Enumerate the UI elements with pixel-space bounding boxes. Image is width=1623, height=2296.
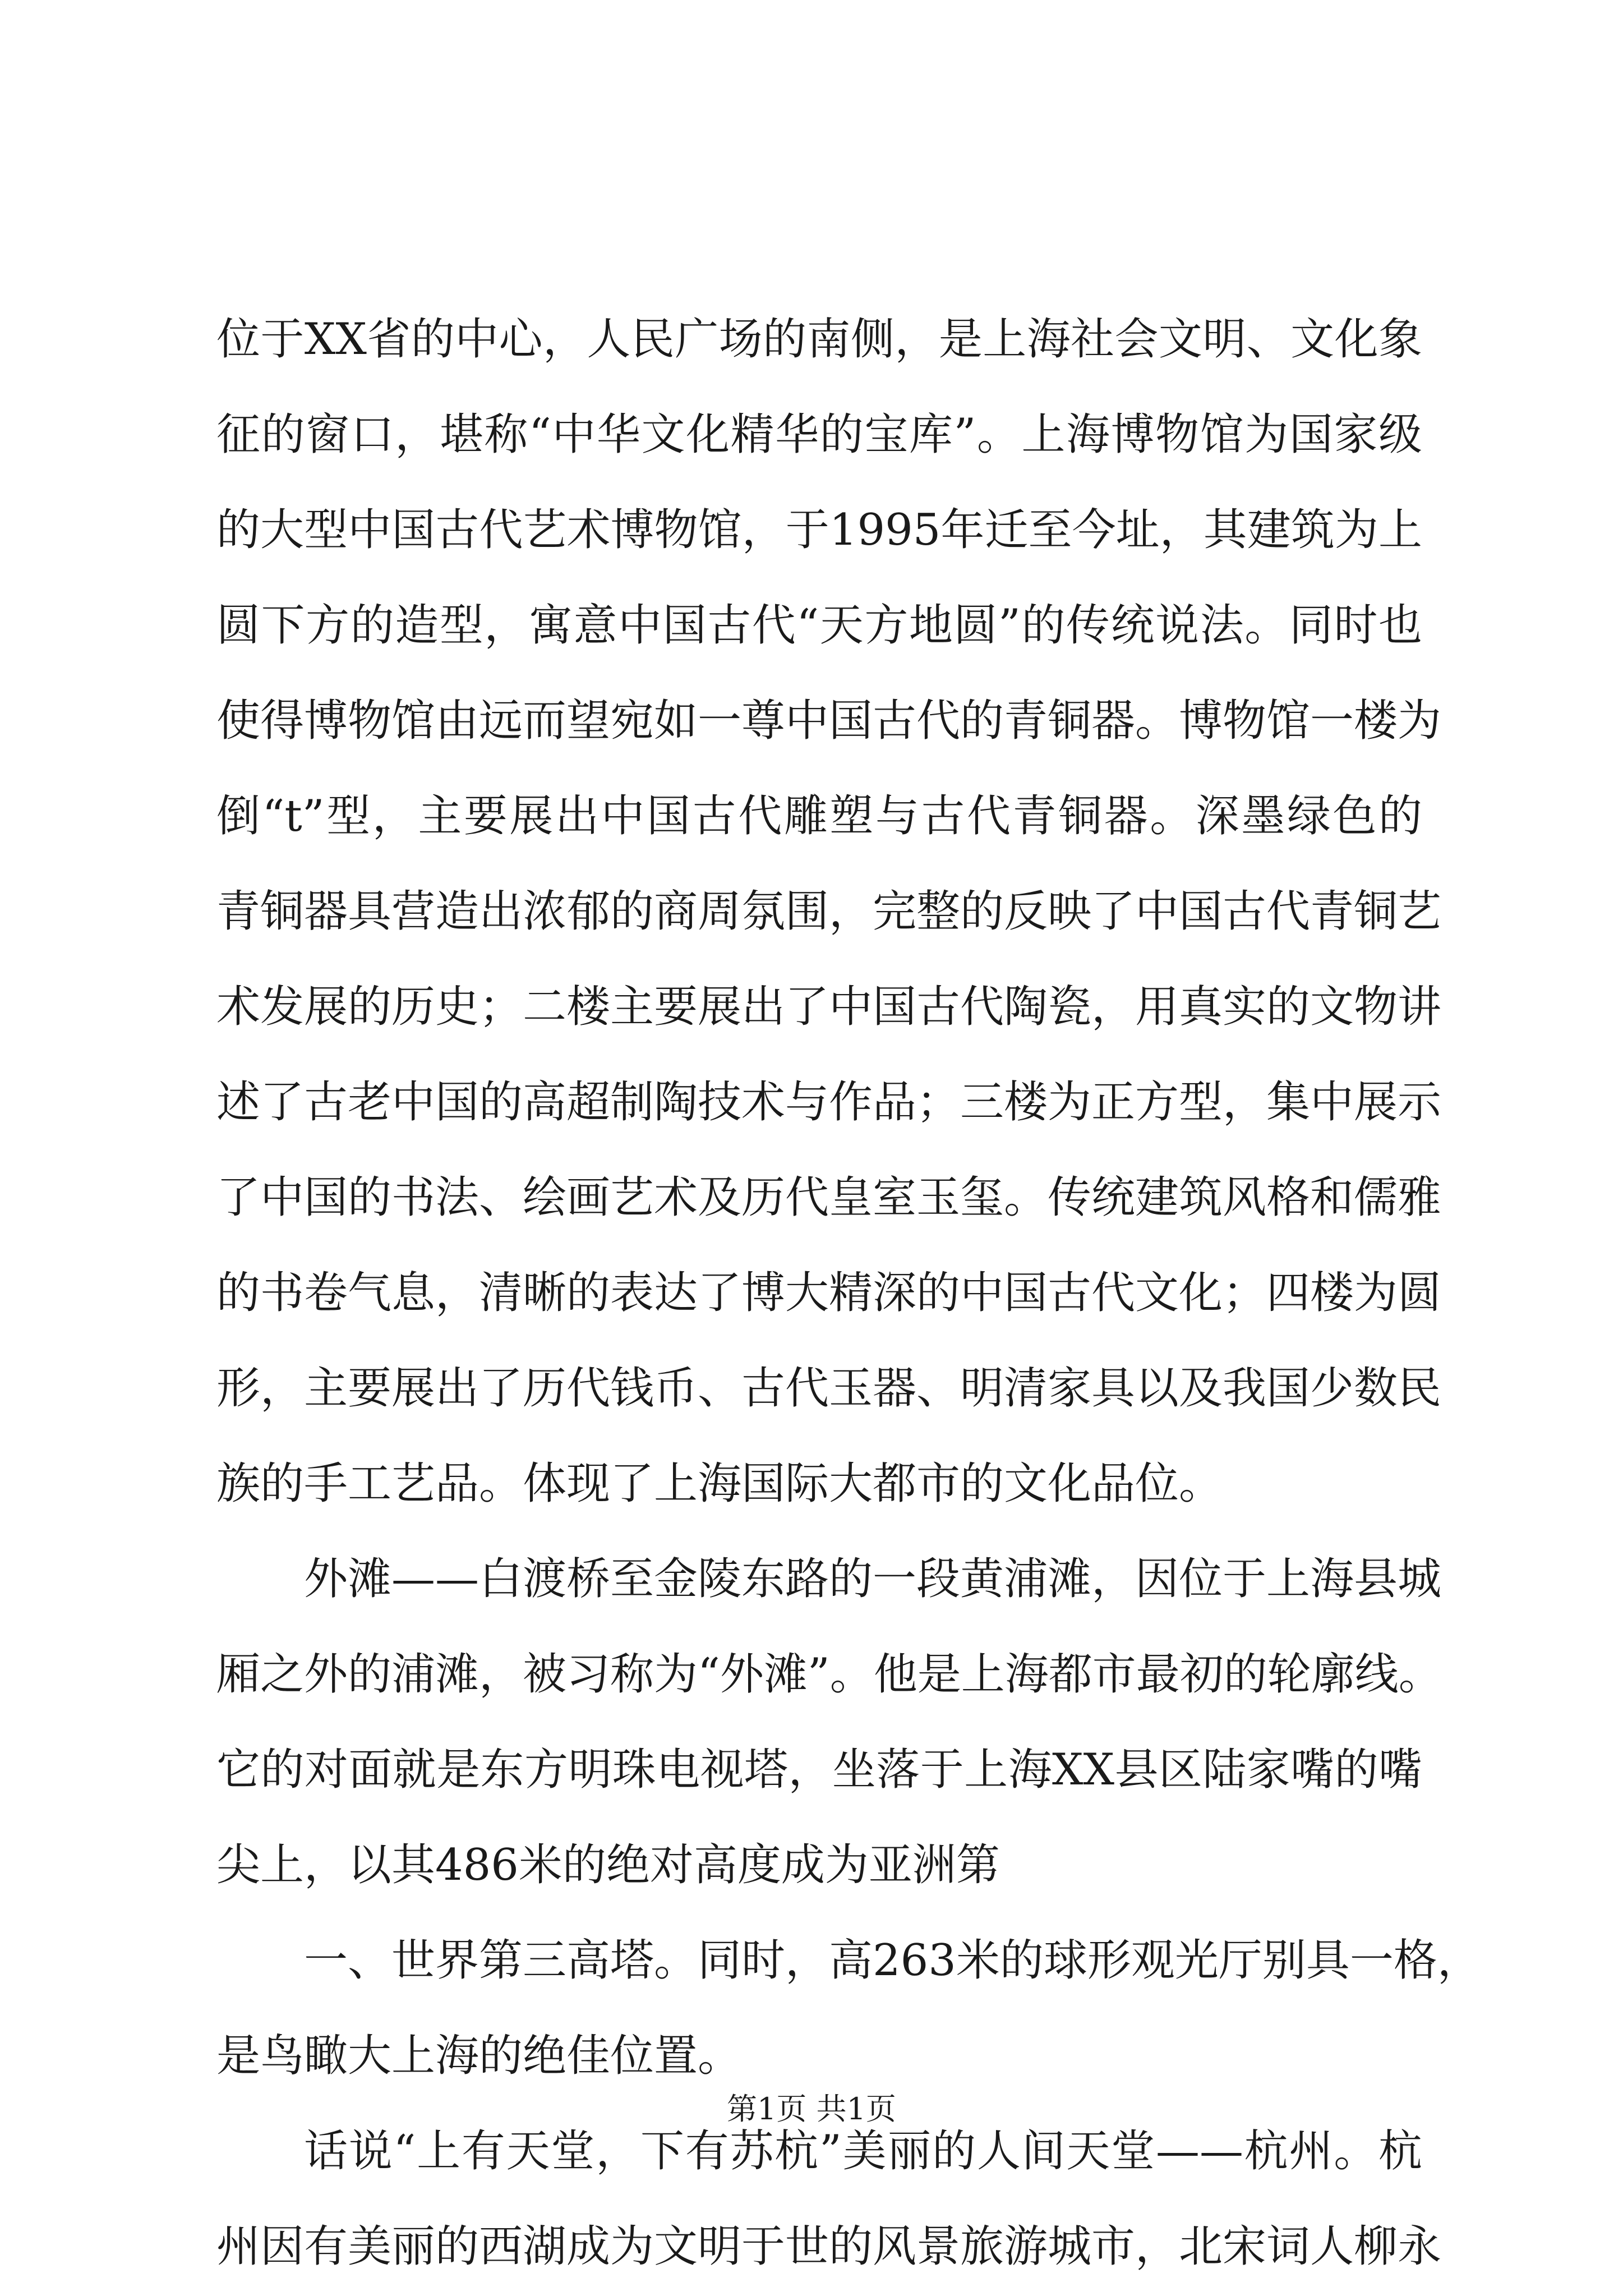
text-line: 厢之外的浦滩，被习称为“外滩”。他是上海都市最初的轮廓线。	[216, 1649, 1442, 1700]
text-line: 的大型中国古代艺术博物馆，于1995年迁至今址，其建筑为上	[216, 505, 1422, 555]
text-line: 它的对面就是东方明珠电视塔，坐落于上海XX县区陆家嘴的嘴	[216, 1745, 1422, 1795]
text-line: 尖上，以其486米的绝对高度成为亚洲第	[216, 1840, 1000, 1890]
text-line: 族的手工艺品。体现了上海国际大都市的文化品位。	[216, 1458, 1223, 1509]
text-line: 术发展的历史；二楼主要展出了中国古代陶瓷，用真实的文物讲	[216, 982, 1442, 1032]
text-line: 了中国的书法、绘画艺术及历代皇室玉玺。传统建筑风格和儒雅	[216, 1172, 1442, 1223]
text-line: 征的窗口，堪称“中华文化精华的宝库”。上海博物馆为国家级	[216, 409, 1422, 460]
text-line: 述了古老中国的高超制陶技术与作品；三楼为正方型，集中展示	[216, 1077, 1442, 1128]
text-line: 话说“上有天堂，下有苏杭”美丽的人间天堂——杭州。杭	[304, 2126, 1422, 2177]
document-body	[216, 292, 1481, 2294]
text-line: 青铜器具营造出浓郁的商周氛围，完整的反映了中国古代青铜艺	[216, 886, 1442, 937]
text-line: 一、世界第三高塔。同时，高263米的球形观光厅别具一格，	[304, 1935, 1481, 1986]
text-line: 的书卷气息，清晰的表达了博大精深的中国古代文化；四楼为圆	[216, 1268, 1442, 1318]
text-line: 形，主要展出了历代钱币、古代玉器、明清家具以及我国少数民	[216, 1363, 1442, 1414]
text-line: 外滩——白渡桥至金陵东路的一段黄浦滩，因位于上海县城	[304, 1554, 1442, 1604]
text-line: 圆下方的造型，寓意中国古代“天方地圆”的传统说法。同时也	[216, 600, 1422, 651]
page-footer	[0, 2087, 1623, 2132]
page-number-label: 第1页 共1页	[727, 2091, 896, 2127]
text-line: 倒“t”型，主要展出中国古代雕塑与古代青铜器。深墨绿色的	[216, 791, 1422, 841]
text-line: 是鸟瞰大上海的绝佳位置。	[216, 2031, 742, 2081]
text-line: 州因有美丽的西湖成为文明于世的风景旅游城市，北宋词人柳永	[216, 2221, 1442, 2272]
text-line: 位于XX省的中心，人民广场的南侧，是上海社会文明、文化象	[216, 314, 1422, 365]
text-line: 使得博物馆由远而望宛如一尊中国古代的青铜器。博物馆一楼为	[216, 696, 1442, 746]
